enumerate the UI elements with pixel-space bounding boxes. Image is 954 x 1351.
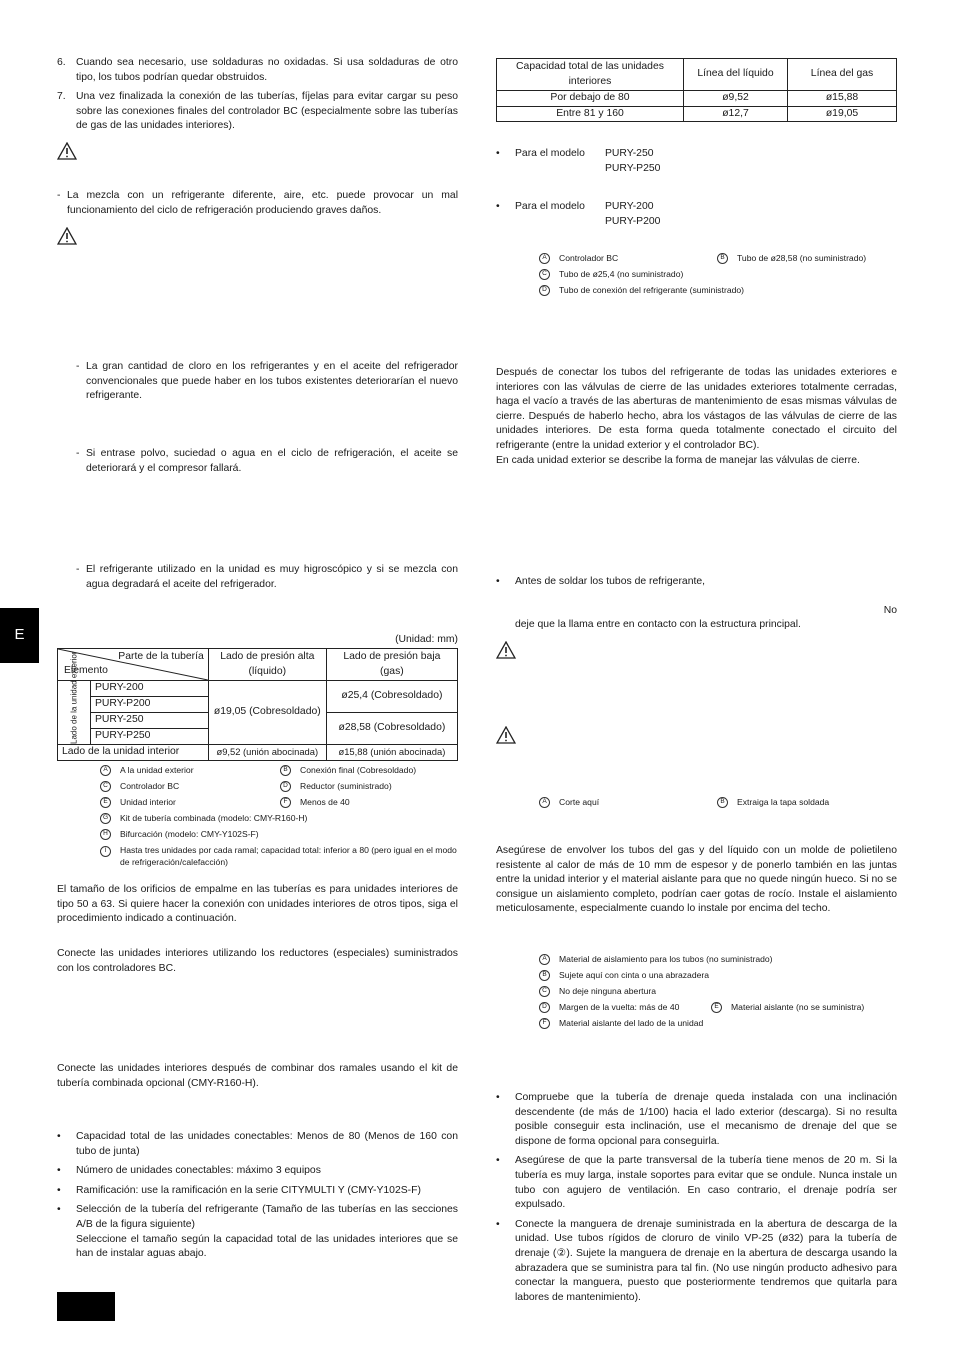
drain-list (496, 1091, 897, 1305)
note-mix: - La mezcla con un refrigerante diferente, aire, etc. puede provocar un mal funcionamiento del ciclo de refrigeración produciendo graves daños. (57, 190, 458, 216)
legend-symbol: B (717, 253, 728, 264)
indoor-side-cell: Lado de la unidad interior (58, 745, 209, 761)
cut-legend: A Corte aquí B Extraiga la tapa soldada (539, 794, 897, 810)
legend-symbol: C (539, 269, 550, 280)
legend-symbol: B (280, 765, 291, 776)
legend-symbol: A (539, 797, 550, 808)
solder-note: • Antes de soldar los tubos de refrigerante, (496, 576, 706, 587)
legend-symbol: G (100, 813, 111, 824)
legend-symbol: A (539, 253, 550, 264)
model-cell: PURY-200 (91, 681, 209, 697)
numbered-list (57, 56, 458, 134)
model-cell: PURY-P200 (91, 697, 209, 713)
note-dust: - Si entrase polvo, suciedad o agua en el ciclo de refrigeración, el aceite se deteriorará y el compresor fallará. (76, 448, 458, 474)
legend-symbol: A (539, 954, 550, 965)
conditions-list (57, 1130, 458, 1262)
gas-250-cell: ø28,58 (Cobresoldado) (326, 713, 457, 745)
model-250-note: • Para el modelo PURY-250 PURY-P250 (496, 148, 661, 174)
model-200-note: • Para el modelo PURY-200 PURY-P200 (496, 201, 661, 227)
paragraph-reducers: Conecte las unidades interiores utilizando los reductores (especiales) suministrados con los controladores BC. (57, 948, 458, 974)
header-liquid: Lado de presión alta (líquido) (208, 649, 326, 681)
list-item: • Compruebe que la tubería de drenaje queda instalada con una inclinación descendente (de más de 1/100) hacia el lado exterior (descarga). Si no resulta posible conseguir esta inclinación, use el mecanismo de drenaje del que se dispone de forma opcional para conseguirla. (496, 1092, 897, 1147)
list-item: • Selección de la tubería del refrigerante (Tamaño de las tuberías en las secciones A/B de la figura siguiente) Seleccione el tamaño según la capacidad total de las unidades interiores que se han de instalar aguas abajo. (57, 1204, 458, 1260)
list-item: • Asegúrese de que la parte transversal de la tubería tiene menos de 20 m. Si la tubería es muy larga, instale soportes para evitar que se ondule. Nunca instale un tubo con agujero de ventilación. En caso contrario, el drenaje podría ser expulsado. (496, 1155, 897, 1211)
paragraph-combined: Conecte las unidades interiores después de combinar dos ramales usando el kit de tubería combinada opcional (CMY-R160-H). (57, 1063, 458, 1089)
legend-symbol: D (539, 285, 550, 296)
legend-symbol: B (717, 797, 728, 808)
paragraph-vacuum: Después de conectar los tubos del refrigerante de todas las unidades exteriores e interiores con las válvulas de cierre de las unidades exteriores totalmente cerradas, haga el vacío a través de las aberturas de mantenimiento de esas mismas válvulas de cierre. Después de haberlo hecho, abra los vástagos de las válvulas de cierre de las unidades interiores. De esta forma queda totalmente conectado el circuito del refrigerante (entre la unidad exterior y el controlador BC). En cada unidad exterior se describe la forma de manejar las válvulas de cierre. (496, 367, 897, 466)
insulation-legend: A Material de aislamiento para los tubos (no suministrado) B Sujete aquí con cinta o una abrazadera C No deje ninguna abertura D Margen de la vuelta: más de 40 E Material aislante (no se suministra) F Material aislante del lado de la unidad (539, 951, 897, 1031)
table-row: Entre 81 y 160 ø12,7 ø19,05 (497, 106, 897, 122)
solder-note-no: No (883, 605, 897, 616)
indoor-liquid-cell: ø9,52 (unión abocinada) (208, 745, 326, 761)
pipe-size-table (57, 648, 458, 761)
legend-symbol: D (539, 1002, 550, 1013)
warning-icon (57, 142, 77, 160)
list-item-6: 6. Cuando sea necesario, use soldaduras no oxidadas. Si usa soldaduras de otro tipo, los tubos podrían quedar obstruidos. (57, 57, 458, 83)
header-gas: Lado de presión baja (gas) (326, 649, 457, 681)
header-capacity: Capacidad total de las unidades interiores (497, 59, 684, 91)
gas-200-cell: ø25,4 (Cobresoldado) (326, 681, 457, 713)
indoor-gas-cell: ø15,88 (unión abocinada) (326, 745, 457, 761)
legend-symbol: F (539, 1018, 550, 1029)
list-item: • Número de unidades conectables: máximo 3 equipos (57, 1165, 321, 1177)
legend-symbol: D (280, 781, 291, 792)
pipe-legend: A A la unidad exterior B Conexión final (Cobresoldado) C Controlador BC D Reductor (suministrado) E Unidad interior F Menos de 40 G Kit de tubería combinada (modelo: CMY-R160-H) H Bifurcación (modelo: CMY-Y102S-F) I Hasta tres unidades por cada ramal; capacidad total: inferior a 80 (pero igual en el modo de refrigeración/calefacción) (100, 762, 458, 868)
table-corner-cell: Parte de la tubería Elemento (58, 649, 209, 681)
legend-symbol: C (100, 781, 111, 792)
model-legend: A Controlador BC B Tubo de ø28,58 (no suministrado) C Tubo de ø25,4 (no suministrado) D Tubo de conexión del refrigerante (suministrado) (539, 250, 897, 298)
warning-icon (496, 726, 516, 744)
warning-icon (57, 227, 77, 245)
liquid-outdoor-cell: ø19,05 (Cobresoldado) (208, 681, 326, 745)
unit-label: (Unidad: mm) (395, 634, 458, 645)
header-liquid: Línea del líquido (684, 59, 788, 91)
legend-symbol: B (539, 970, 550, 981)
section-tab: E (0, 608, 39, 663)
model-cell: PURY-250 (91, 713, 209, 729)
warning-icon (496, 641, 516, 659)
legend-symbol: F (280, 797, 291, 808)
paragraph-insulation: Asegúrese de envolver los tubos del gas y del líquido con un molde de polietileno resistente al calor de más de 10 mm de espesor y de ponerlo también en las juntas entre la unidad interior y el material aislante para que no quede ningún hueco. Si no se consigue un aislamiento completo, podrían caer gotas de rocío. Instale el aislamiento meticulosamente, especialmente cuando lo instale por encima del techo. (496, 845, 897, 915)
header-gas: Línea del gas (788, 59, 897, 91)
legend-symbol: E (100, 797, 111, 808)
legend-symbol: A (100, 765, 111, 776)
outdoor-side-cell: Lado de la unidad exterior (58, 681, 91, 745)
legend-symbol: I (100, 846, 111, 857)
paragraph-size: El tamaño de los orificios de empalme en las tuberías es para unidades interiores de tipo 50 a 63. Si quiere hacer la conexión con unidades interiores de otros tipos, siga el procedimiento indicado a continuación. (57, 884, 458, 925)
legend-symbol: E (711, 1002, 722, 1013)
list-item: • Conecte la manguera de drenaje suministrada en la abertura de descarga de la unidad. Use tubos rígidos de cloruro de vinilo VP-25 (ø32) para la tubería de drenaje (②). Sujete la manguera de drenaje en la abertura de descarga usando la abrazadera que se suministra para tal fin. (No use ningún producto adhesivo para conectar la manguera, puesto que posteriormente tendremos que quitarla para labores de mantenimiento). (496, 1218, 897, 1303)
legend-symbol: C (539, 986, 550, 997)
capacity-table (496, 58, 897, 122)
list-item: • Ramificación: use la ramificación en la serie CITYMULTI Y (CMY-Y102S-F) (57, 1184, 421, 1196)
list-item-7: 7. Una vez finalizada la conexión de las tuberías, fíjelas para evitar cargar su peso sobre las conexiones finales del controlador BC (especialmente sobre las tuberías de gas de las unidades interiores). (57, 91, 458, 132)
legend-symbol: H (100, 829, 111, 840)
solder-note-flame: deje que la llama entre en contacto con la estructura principal. (515, 619, 801, 630)
list-item: • Capacidad total de las unidades conectables: Menos de 80 (Menos de 160 con tubo de junta) (57, 1131, 458, 1157)
page-number-box (57, 1292, 115, 1321)
note-hygroscopic: - El refrigerante utilizado en la unidad es muy higroscópico y si se mezcla con agua degradará el aceite del refrigerador. (76, 564, 458, 590)
table-row: Por debajo de 80 ø9,52 ø15,88 (497, 91, 897, 107)
model-cell: PURY-P250 (91, 729, 209, 745)
note-chlorine: - La gran cantidad de cloro en los refrigerantes y en el aceite del refrigerador convencionales que puede haber en los tubos existentes deteriorarían el nuevo refrigerante. (76, 361, 458, 402)
